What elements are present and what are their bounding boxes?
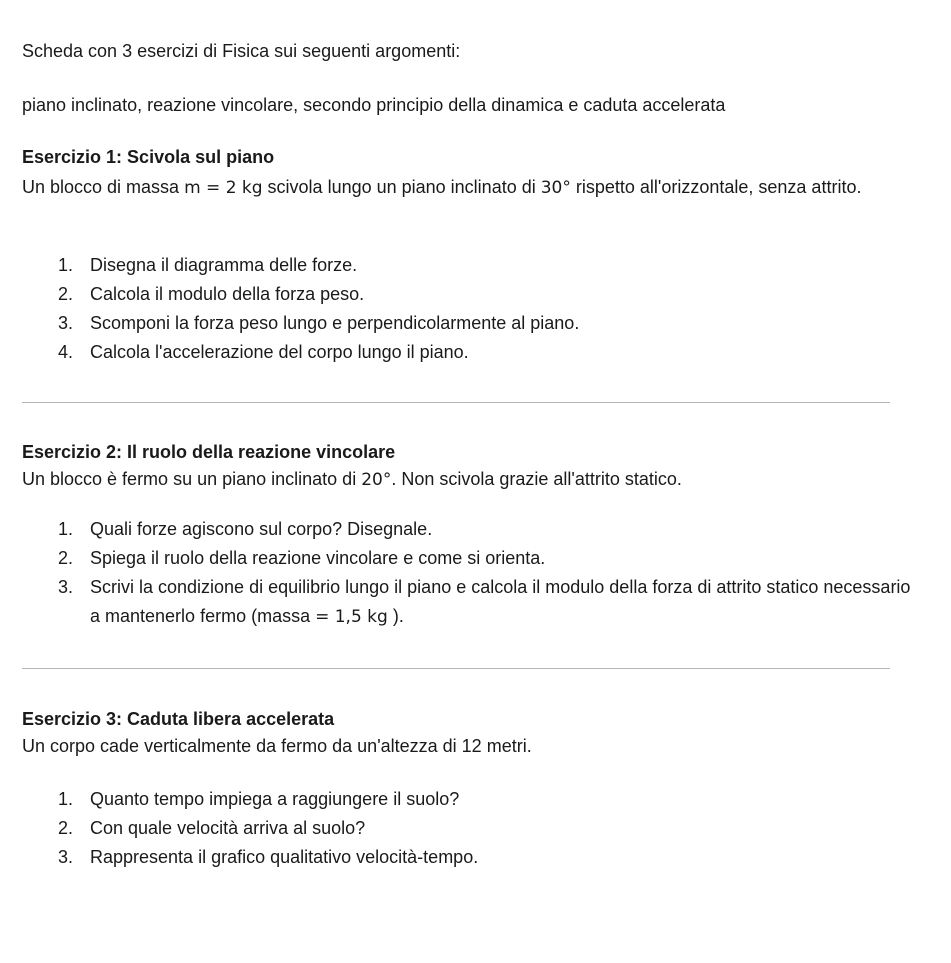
item-text: Quanto tempo impiega a raggiungere il suolo? — [90, 789, 460, 809]
exercise-1-text-a: Un blocco di massa — [22, 177, 185, 197]
intro-line-2: piano inclinato, reazione vincolare, secondo principio della dinamica e caduta accelerata — [22, 95, 726, 115]
list-item — [58, 309, 911, 338]
item-number: 1. — [58, 519, 74, 539]
item-number: 1. — [58, 255, 74, 275]
item-text: Spiega il ruolo della reazione vincolare e come si orienta. — [90, 548, 546, 568]
exercise-3-title: Esercizio 3: Caduta libera accelerata — [22, 709, 335, 729]
exercise-1-text-b: scivola lungo un piano inclinato di — [262, 177, 541, 197]
item-number: 2. — [58, 818, 74, 838]
section-divider — [22, 402, 890, 403]
item-text: Rappresenta il grafico qualitativo velocità-tempo. — [90, 847, 479, 867]
item-text-end: ). — [387, 606, 404, 626]
exercise-3-statement: Un corpo cade verticalmente da fermo da un'altezza di 12 metri. — [22, 736, 532, 756]
exercise-2-angle: 20° — [361, 470, 392, 490]
item-number: 3. — [58, 847, 74, 867]
list-item — [58, 544, 911, 573]
list-item — [58, 843, 911, 872]
list-item — [58, 515, 911, 544]
item-number: 1. — [58, 789, 74, 809]
item-text: Quali forze agiscono sul corpo? Disegnale. — [90, 519, 433, 539]
item-text: Scrivi la condizione di equilibrio lungo il piano e calcola il modulo della forza di attrito statico necessario a mantenerlo fermo (massa — [90, 577, 911, 626]
exercise-1-angle: 30° — [540, 178, 571, 198]
list-item — [58, 280, 911, 309]
item-number: 4. — [58, 342, 74, 362]
list-item — [58, 338, 911, 367]
item-mass: = 1,5 kg — [315, 607, 388, 627]
exercise-2-title: Esercizio 2: Il ruolo della reazione vincolare — [22, 442, 396, 462]
list-item — [58, 814, 911, 843]
exercise-1-list — [58, 251, 911, 367]
section-divider — [22, 668, 890, 669]
list-item — [58, 251, 911, 280]
exercise-2-statement — [22, 468, 911, 491]
item-text: Con quale velocità arriva al suolo? — [90, 818, 366, 838]
intro-line-1: Scheda con 3 esercizi di Fisica sui seguenti argomenti: — [22, 41, 461, 61]
exercise-2-list — [58, 515, 911, 632]
exercise-1-mass: m = 2 kg — [184, 178, 263, 198]
exercise-1-title: Esercizio 1: Scivola sul piano — [22, 147, 275, 167]
item-number: 2. — [58, 284, 74, 304]
item-text: Scomponi la forza peso lungo e perpendicolarmente al piano. — [90, 313, 580, 333]
item-number: 3. — [58, 313, 74, 333]
exercise-2-text-a: Un blocco è fermo su un piano inclinato di — [22, 469, 362, 489]
item-number: 2. — [58, 548, 74, 568]
list-item — [58, 785, 911, 814]
exercise-2-text-b: . Non scivola grazie all'attrito statico. — [391, 469, 682, 489]
item-text: Calcola il modulo della forza peso. — [90, 284, 365, 304]
exercise-1-text-c: rispetto all'orizzontale, senza attrito. — [570, 177, 862, 197]
item-text: Disegna il diagramma delle forze. — [90, 255, 358, 275]
list-item — [58, 573, 911, 632]
item-number: 3. — [58, 577, 74, 597]
exercise-1-statement — [22, 173, 911, 203]
exercise-3-list — [58, 785, 911, 872]
item-text: Calcola l'accelerazione del corpo lungo il piano. — [90, 342, 469, 362]
